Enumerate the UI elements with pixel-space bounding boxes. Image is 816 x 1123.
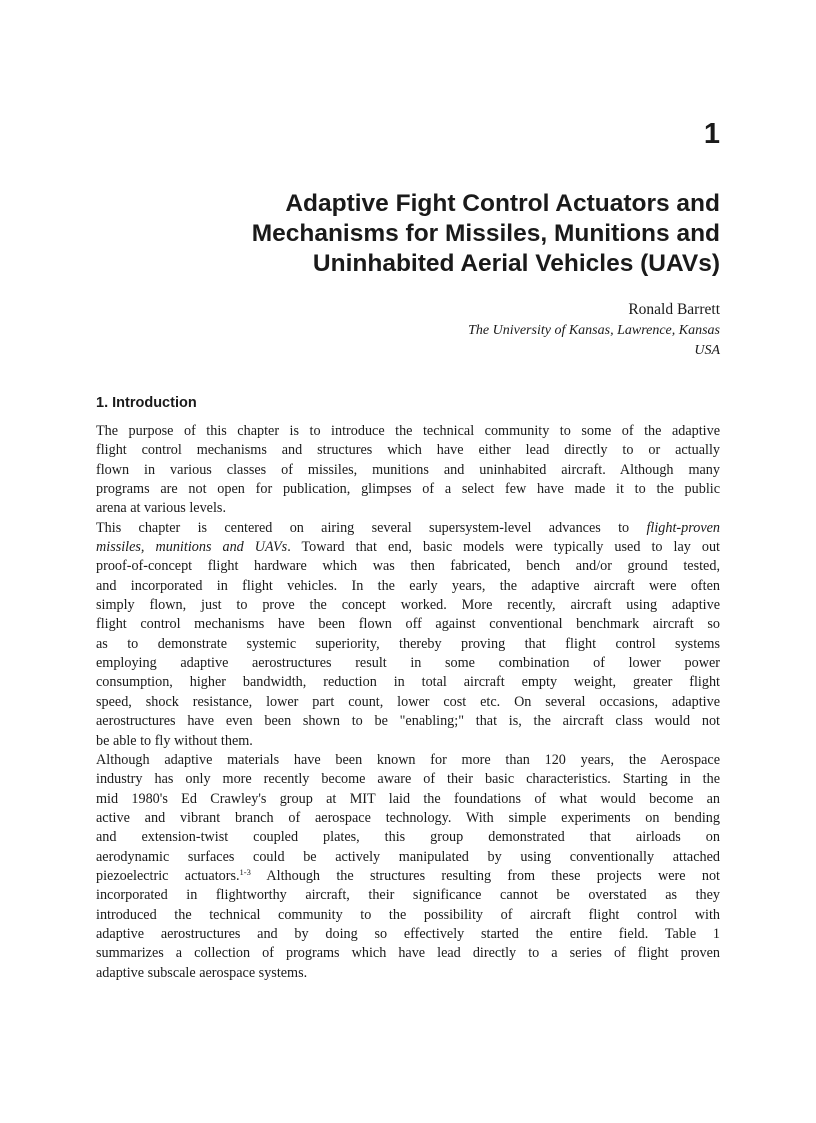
body-text	[96, 422, 720, 983]
author-affiliation	[468, 321, 720, 361]
author-name: Ronald Barrett	[628, 301, 720, 318]
body-line: The purpose of this chapter is to introduce the technical community to some of the adaptive	[96, 423, 720, 439]
body-line: Although adaptive materials have been known for more than 120 years, the Aerospace	[96, 751, 720, 768]
chapter-title-line: Mechanisms for Missiles, Munitions and	[251, 220, 720, 247]
body-text-segment: piezoelectric actuators.	[96, 867, 240, 884]
body-text-segment: . Toward that end, basic models were typically used to lay out	[287, 539, 720, 556]
body-line: programs are not open for publication, glimpses of a select few have made it to the public	[96, 481, 720, 498]
emphasis-text: flight-proven	[646, 519, 721, 536]
body-line: flight control mechanisms and structures which have either lead directly to or actually	[96, 442, 720, 459]
body-line	[96, 519, 720, 538]
body-line: simply flown, just to prove the concept worked. More recently, aircraft using adaptive	[96, 597, 720, 614]
body-line: adaptive subscale aerospace systems.	[96, 964, 308, 981]
document-page	[96, 0, 720, 1123]
body-line: speed, shock resistance, lower part count, lower cost etc. On several occasions, adaptive	[96, 693, 720, 710]
section-heading: 1. Introduction	[96, 395, 197, 411]
chapter-title	[160, 189, 720, 279]
affiliation-line: USA	[694, 343, 720, 358]
body-line: consumption, higher bandwidth, reduction in total aircraft empty weight, greater flight	[96, 674, 720, 691]
body-line: introduced the technical community to the possibility of aircraft flight control with	[96, 906, 720, 923]
body-line: and incorporated in flight vehicles. In the early years, the adaptive aircraft were often	[96, 577, 720, 594]
body-line: as to demonstrate systemic superiority, thereby proving that flight control systems	[96, 635, 720, 652]
body-line: incorporated in flightworthy aircraft, their significance cannot be overstated as they	[96, 887, 720, 904]
body-line: arena at various levels.	[96, 500, 226, 517]
body-line: be able to fly without them.	[96, 732, 253, 749]
body-line: summarizes a collection of programs which have lead directly to a series of flight proven	[96, 945, 720, 962]
chapter-number: 1	[703, 118, 720, 150]
body-line: and extension-twist coupled plates, this group demonstrated that airloads on	[96, 829, 720, 846]
chapter-title-line: Adaptive Fight Control Actuators and	[285, 190, 720, 217]
body-line	[96, 867, 720, 886]
body-text-segment: This chapter is centered on airing several supersystem-level advances to	[96, 519, 630, 536]
body-text-segment: Although the structures resulting from these projects were not	[250, 867, 720, 884]
body-line: proof-of-concept flight hardware which was then fabricated, bench and/or ground tested,	[96, 558, 720, 575]
body-line: flown in various classes of missiles, munitions and uninhabited aircraft. Although many	[96, 461, 720, 478]
body-line: adaptive aerostructures and by doing so effectively started the entire field. Table 1	[96, 925, 720, 942]
chapter-title-line: Uninhabited Aerial Vehicles (UAVs)	[312, 250, 720, 277]
affiliation-line: The University of Kansas, Lawrence, Kansas	[468, 323, 720, 338]
body-line: active and vibrant branch of aerospace technology. With simple experiments on bending	[96, 809, 720, 826]
body-line: mid 1980's Ed Crawley's group at MIT laid the foundations of what would become an	[96, 790, 720, 807]
body-line	[96, 538, 720, 557]
body-line: flight control mechanisms have been flown off against conventional benchmark aircraft so	[96, 616, 720, 633]
citation-superscript: 1-3	[239, 866, 251, 877]
emphasis-text: missiles, munitions and UAVs	[96, 539, 288, 556]
body-line: industry has only more recently become aware of their basic characteristics. Starting in the	[96, 771, 720, 788]
body-line: aerodynamic surfaces could be actively manipulated by using conventionally attached	[96, 848, 720, 865]
body-line: aerostructures have even been shown to be "enabling;" that is, the aircraft class would not	[96, 713, 720, 730]
body-line: employing adaptive aerostructures result in some combination of lower power	[96, 655, 720, 672]
